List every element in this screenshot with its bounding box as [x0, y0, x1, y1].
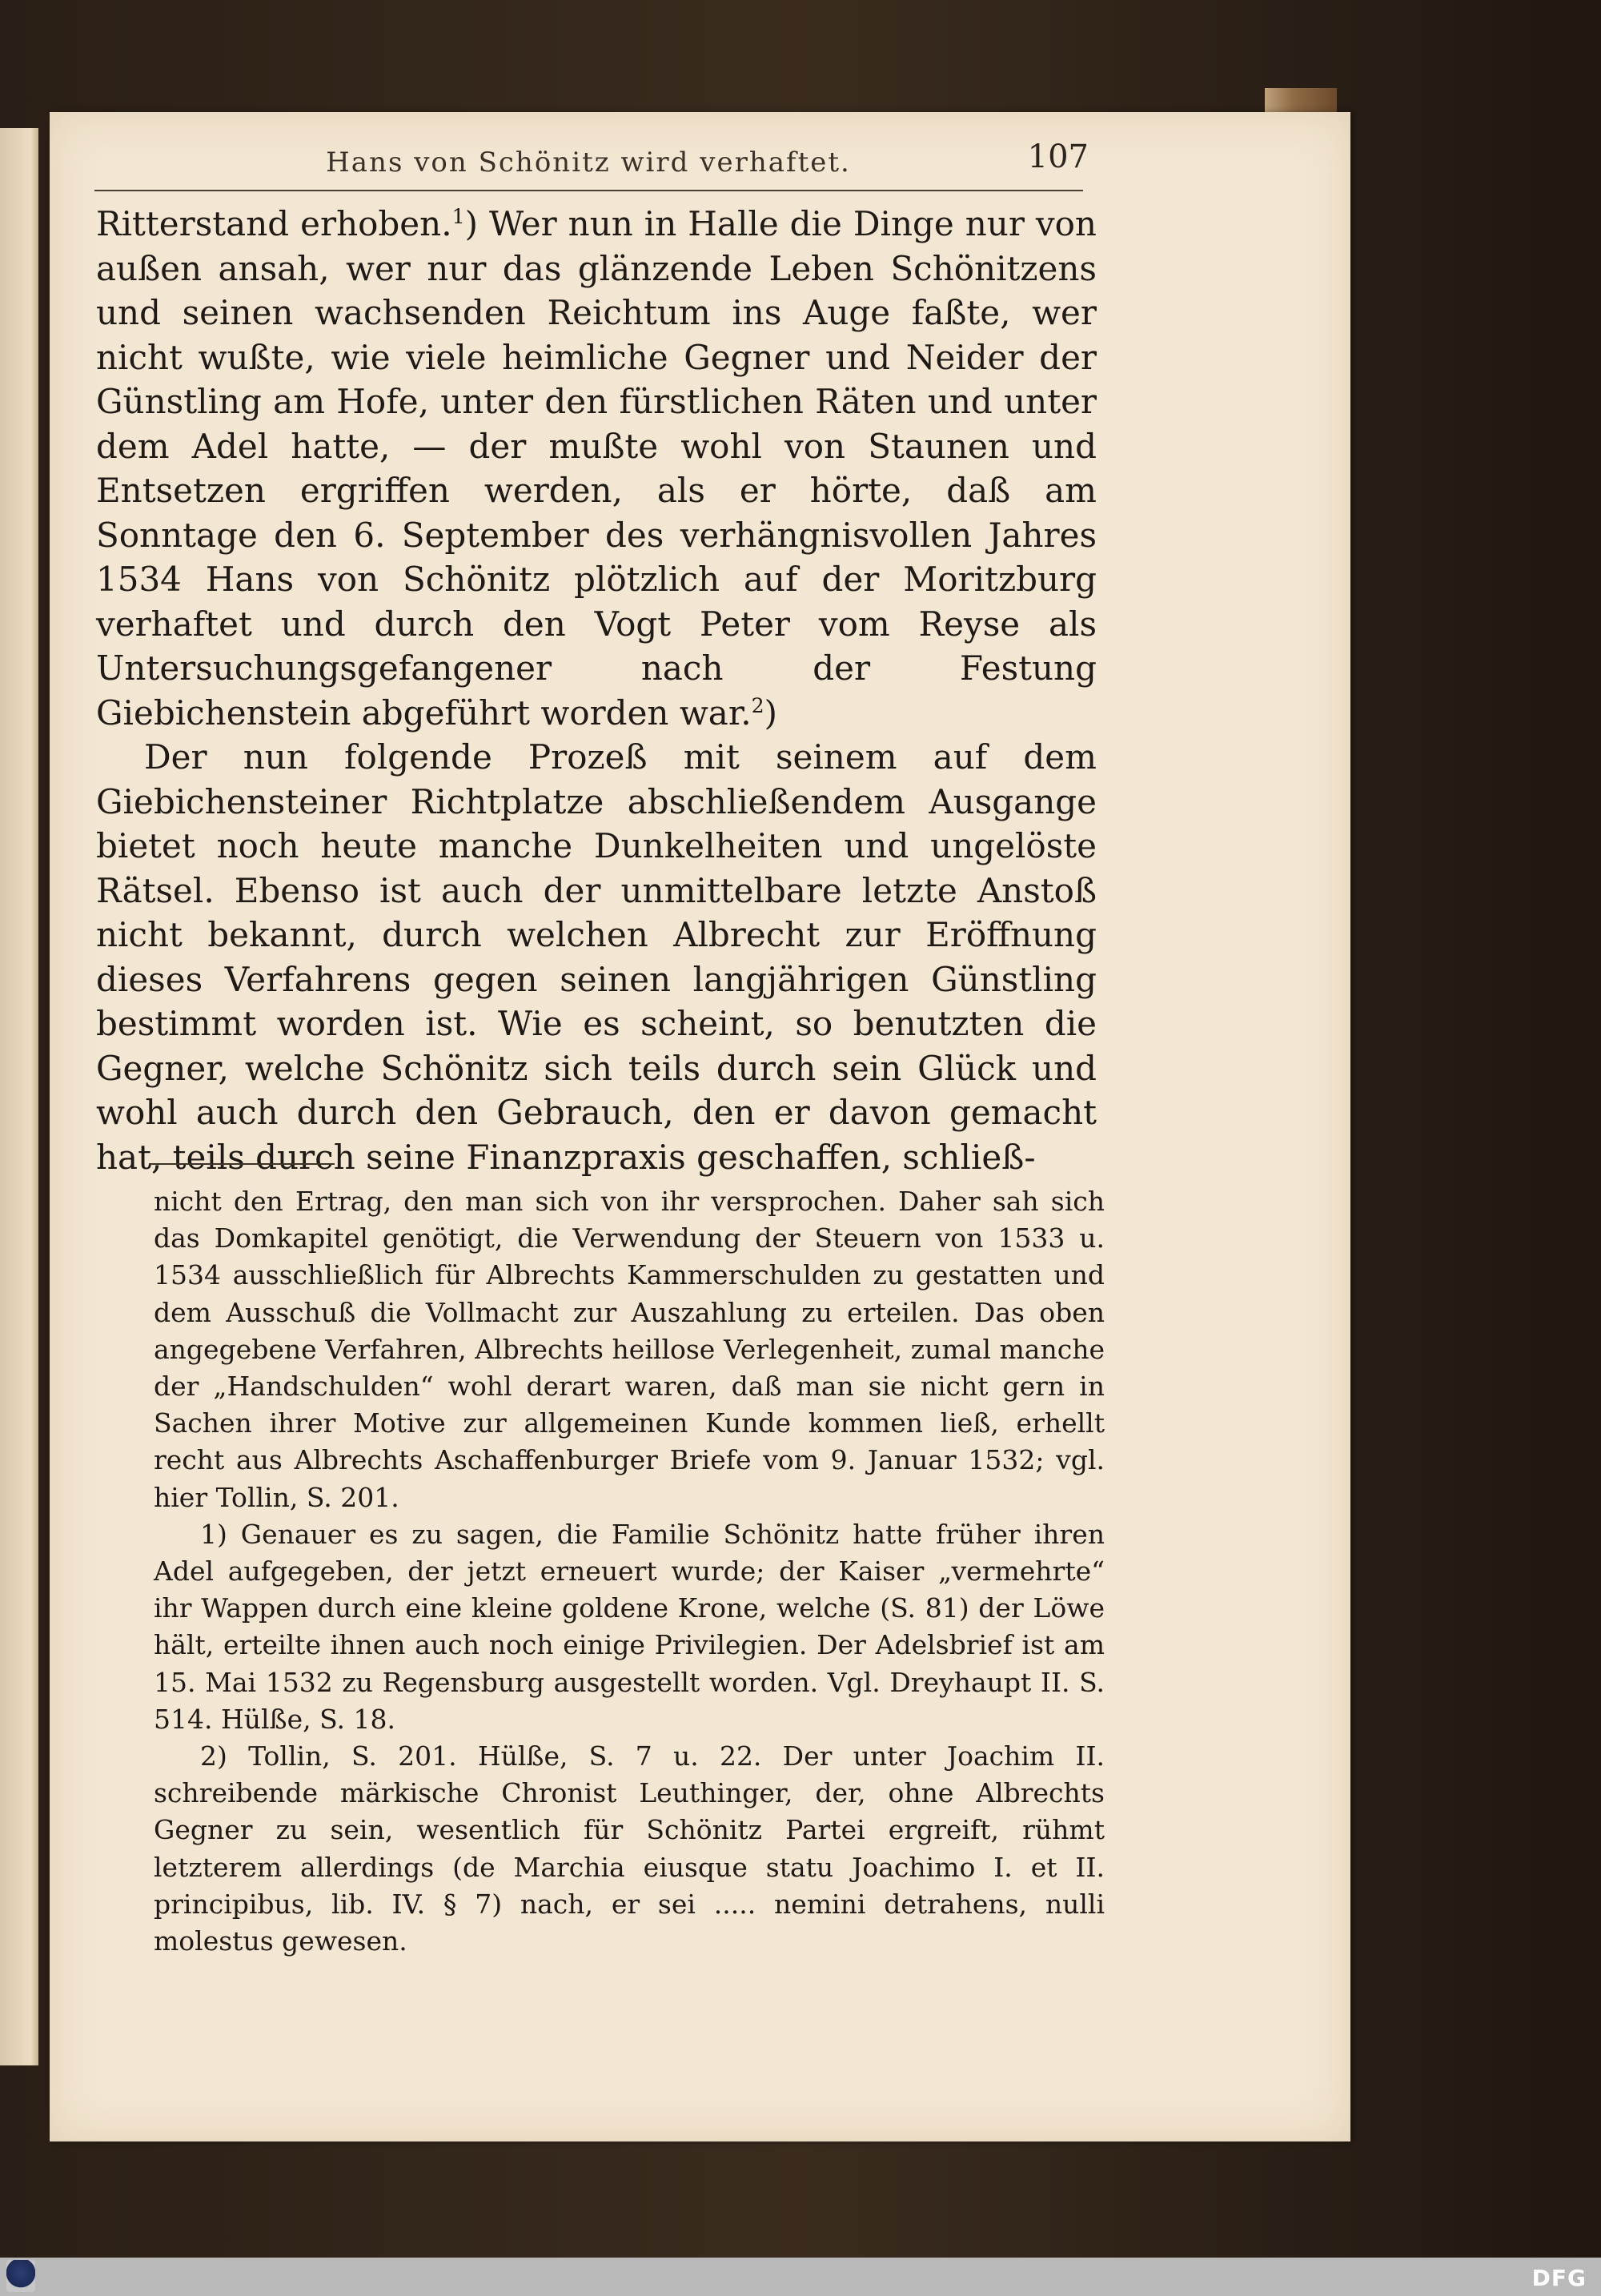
footnote-1: 1) Genauer es zu sagen, die Familie Schönitz hatte früher ihren Adel aufgegeben, der jetzt erneuert wurde; der Kaiser „vermehrte“ ihr Wappen durch eine kleine goldene Krone, welche (S. 81) der Löwe hält, erteilte ihnen auch noch einige Privilegien. Der Adelsbrief ist am 15. Mai 1532 zu Regensburg ausgestellt worden. Vgl. Dreyhaupt II. S. 514. Hülße, S. 18. [154, 1518, 1105, 1735]
viewer-bottom-bar [0, 2258, 1601, 2296]
main-text [96, 202, 1097, 1179]
footnote-2: 2) Tollin, S. 201. Hülße, S. 7 u. 22. Der unter Joachim II. schreibende märkische Chronist Leuthinger, der, ohne Albrechts Gegner zu sein, wesentlich für Schönitz Partei ergreift, rühmt letzterem allerdings (de Marchia eiusque statu Joachimo I. et II. principibus, lib. IV. § 7) nach, er sei ..... nemini detrahens, nulli molestus gewesen. [154, 1740, 1105, 1957]
paragraph-1-start: Ritterstand erhoben. [96, 204, 452, 243]
footnote-ref-2: 2 [751, 693, 764, 717]
library-seal-icon [6, 2260, 35, 2292]
facing-page-edge [0, 128, 38, 2065]
paragraph-2: Der nun folgende Prozeß mit seinem auf dem Giebichensteiner Richtplatze abschließendem Ausgange bietet noch heute manche Dunkelheiten und ungelöste Rätsel. Ebenso ist auch der unmittelbare letzte Anstoß nicht bekannt, durch welchen Albrecht zur Eröffnung dieses Verfahrens gegen seinen langjährigen Günstling bestimmt worden ist. Wie es scheint, so benutzten die Gegner, welche Schönitz sich teils durch sein Glück und wohl auch durch den Gebrauch, den er davon gemacht hat, teils durch seine Finanzpraxis geschaffen, schließ- [96, 737, 1097, 1177]
footnote-continuation: nicht den Ertrag, den man sich von ihr versprochen. Daher sah sich das Domkapitel genötigt, die Verwendung der Steuern von 1533 u. 1534 ausschließlich für Albrechts Kammerschulden zu gestatten und dem Ausschuß die Vollmacht zur Auszahlung zu erteilen. Das oben angegebene Verfahren, Albrechts heillose Verlegenheit, zumal manche der „Handschulden“ wohl derart waren, daß man sie nicht gern in Sachen ihrer Motive zur allgemeinen Kunde kommen ließ, erhellt recht aus Albrechts Aschaffenburger Briefe vom 9. Januar 1532; vgl. hier Tollin, S. 201. [154, 1186, 1105, 1513]
page-number: 107 [1027, 138, 1089, 175]
paragraph-1-end: ) [764, 692, 778, 733]
page-header [96, 132, 1089, 188]
footnote-rule [149, 1163, 335, 1165]
running-title: Hans von Schönitz wird verhaftet. [326, 147, 851, 179]
dfg-logo: DFG [1531, 2265, 1587, 2291]
paragraph-1 [96, 202, 1097, 735]
paragraph-1-rest: ) Wer nun in Halle die Dinge nur von außen ansah, wer nur das glänzende Leben Schönitzens und seinen wachsenden Reichtum ins Auge faßte, wer nicht wußte, wie viele heimliche Gegner und Neider der Günstling am Hofe, unter den fürstlichen Räten und unter dem Adel hatte, — der mußte wohl von Staunen und Entsetzen ergriffen werden, als er hörte, daß am Sonntage den 6. September des verhängnisvollen Jahres 1534 Hans von Schönitz plötzlich auf der Moritzburg verhaftet und durch den Vogt Peter vom Reyse als Untersuchungsgefangener nach der Festung Giebichenstein abgeführt worden war. [96, 204, 1097, 733]
header-rule [94, 190, 1083, 191]
footnote-ref-1: 1 [451, 205, 465, 228]
footnotes [154, 1183, 1105, 1960]
